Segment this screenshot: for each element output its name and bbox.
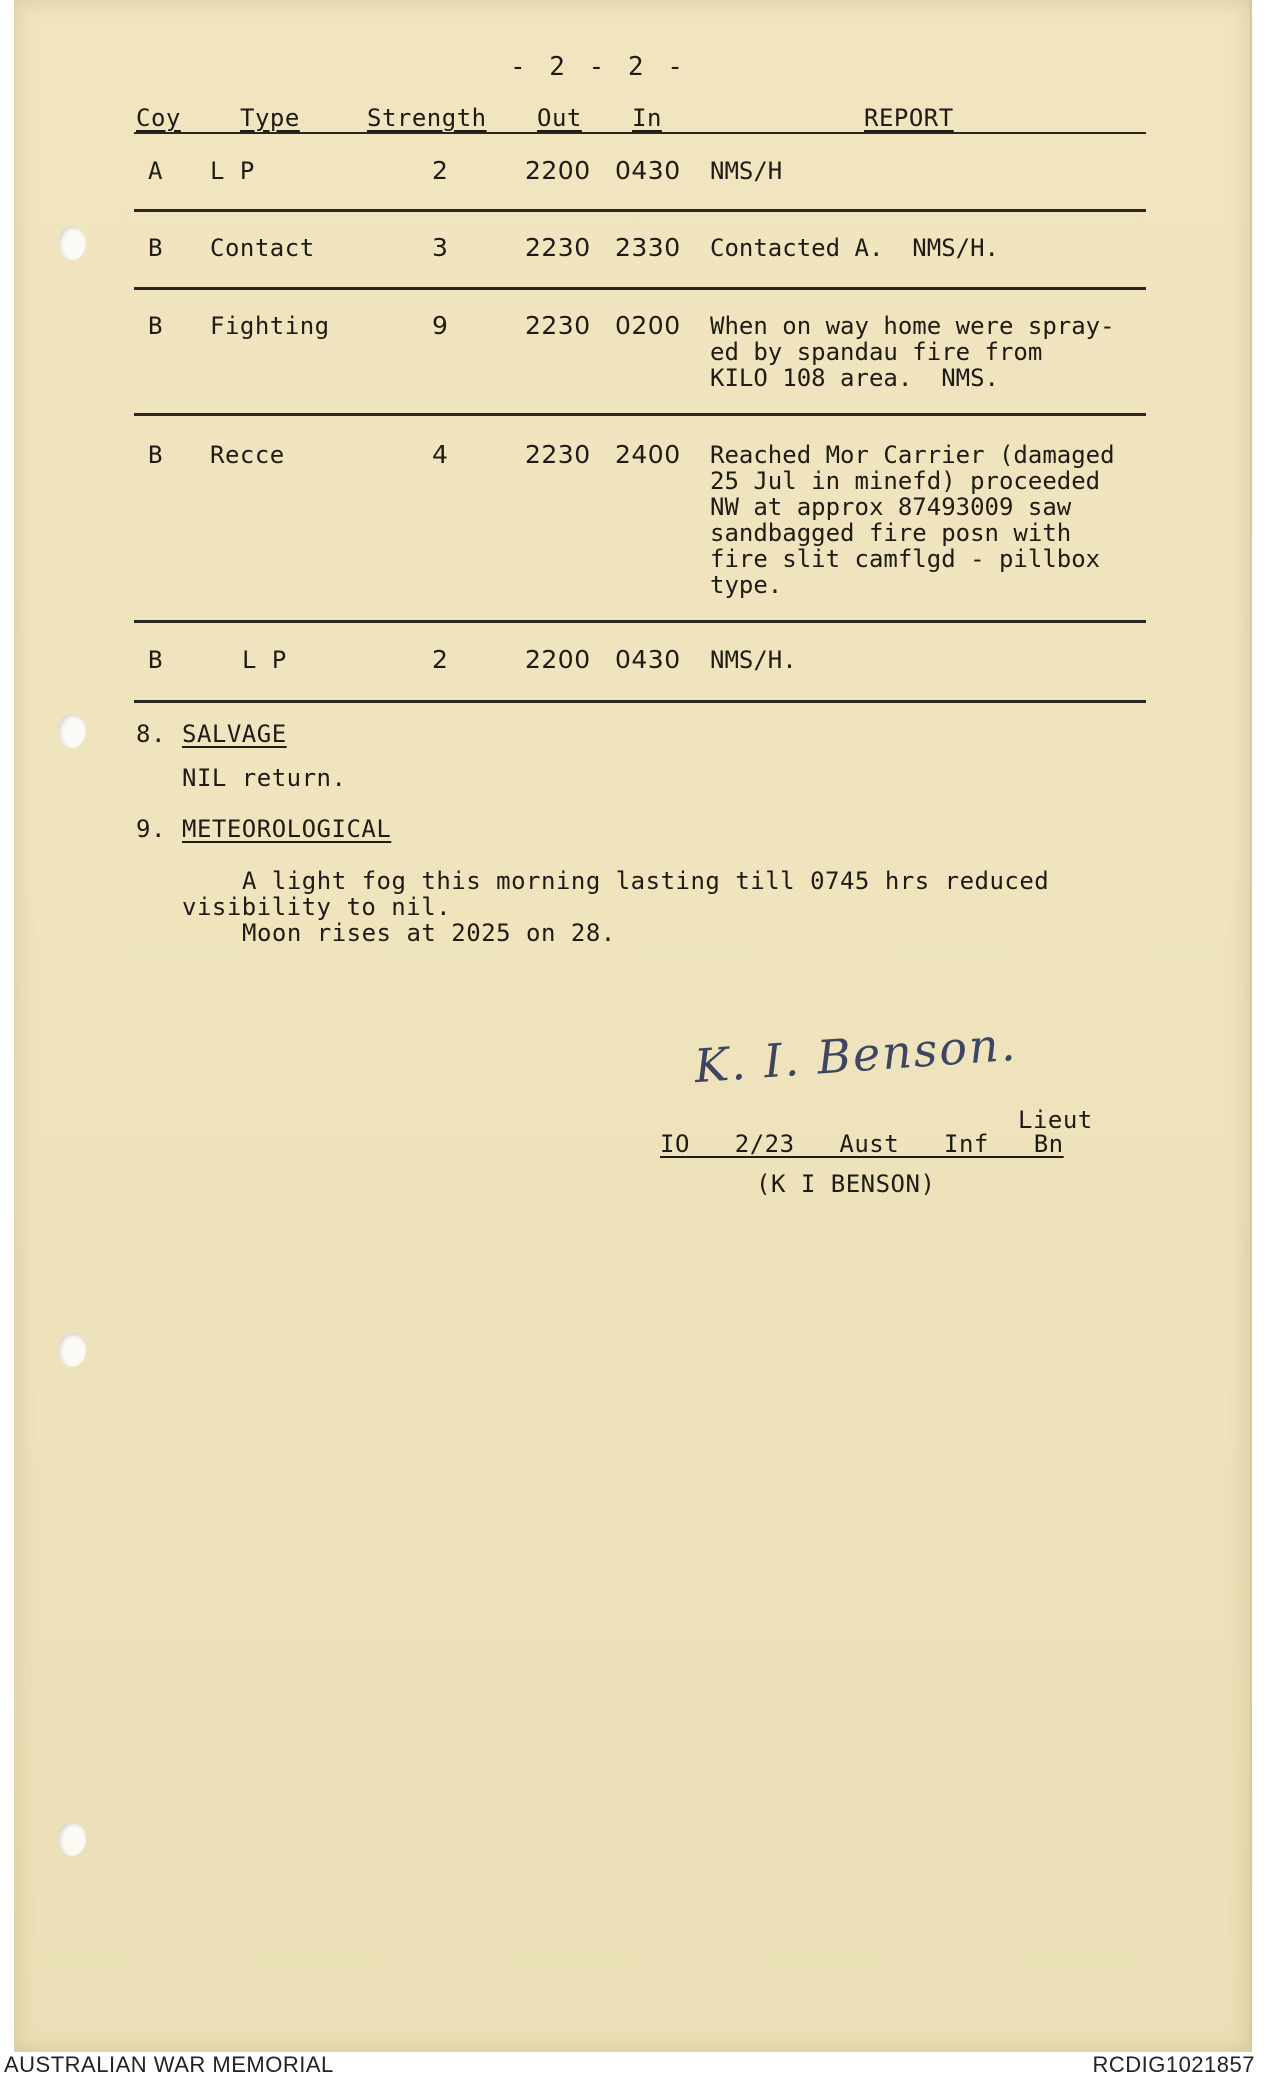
cell-type: L P	[242, 646, 287, 674]
header-type: Type	[240, 104, 300, 132]
cell-report-line: sandbagged fire posn with	[710, 519, 1072, 547]
cell-out: 2230	[525, 233, 591, 262]
cell-in: 2400	[615, 440, 681, 469]
section-number: 8.	[136, 720, 166, 748]
cell-type: Contact	[210, 234, 315, 262]
cell-out: 2200	[525, 645, 591, 674]
row-rule	[134, 700, 1146, 703]
cell-type: Fighting	[210, 312, 330, 340]
cell-report-line: When on way home were spray-	[710, 312, 1115, 340]
meteorological-line: A light fog this morning lasting till 0745 hrs reduced	[242, 867, 1050, 895]
section-heading-meteorological: METEOROLOGICAL	[182, 815, 392, 843]
cell-coy: B	[148, 646, 163, 674]
footer-right: RCDIG1021857	[1092, 2052, 1255, 2077]
cell-strength: 4	[432, 440, 449, 469]
punch-hole	[58, 1333, 86, 1367]
cell-type: Recce	[210, 441, 285, 469]
row-rule	[134, 209, 1146, 212]
cell-report-line: NMS/H.	[710, 646, 797, 674]
header-coy: Coy	[136, 104, 181, 132]
cell-coy: B	[148, 234, 163, 262]
cell-strength: 2	[432, 645, 449, 674]
document-page	[14, 0, 1252, 2052]
cell-report-line: NW at approx 87493009 saw	[710, 493, 1072, 521]
cell-coy: B	[148, 441, 163, 469]
cell-out: 2200	[525, 156, 591, 185]
cell-report-line: Reached Mor Carrier (damaged	[710, 441, 1115, 469]
cell-report-line: KILO 108 area. NMS.	[710, 364, 999, 392]
page-number: - 2 - 2 -	[510, 52, 687, 82]
cell-report-line: 25 Jul in minefd) proceeded	[710, 467, 1101, 495]
cell-report-line: ed by spandau fire from	[710, 338, 1043, 366]
section-heading-salvage: SALVAGE	[182, 720, 287, 748]
header-in: In	[632, 104, 662, 132]
cell-coy: A	[148, 157, 163, 185]
row-rule	[134, 413, 1146, 416]
cell-report-line: NMS/H	[710, 157, 783, 185]
punch-hole	[58, 1822, 86, 1856]
cell-report-line: type.	[710, 571, 783, 599]
header-strength: Strength	[367, 104, 487, 132]
salvage-body: NIL return.	[182, 764, 347, 792]
signature-name: (K I BENSON)	[756, 1170, 936, 1198]
section-number: 9.	[136, 815, 166, 843]
footer-left: AUSTRALIAN WAR MEMORIAL	[4, 2052, 334, 2077]
cell-strength: 3	[432, 233, 449, 262]
meteorological-line: visibility to nil.	[182, 893, 452, 921]
meteorological-line: Moon rises at 2025 on 28.	[242, 919, 616, 947]
cell-in: 0430	[615, 156, 681, 185]
cell-in: 2330	[615, 233, 681, 262]
signature-rank: Lieut	[1018, 1106, 1093, 1134]
cell-out: 2230	[525, 311, 591, 340]
cell-report-line: Contacted A. NMS/H.	[710, 234, 999, 262]
cell-report-line: fire slit camflgd - pillbox	[710, 545, 1101, 573]
punch-hole	[58, 714, 86, 748]
header-rule	[134, 132, 1146, 134]
cell-in: 0200	[615, 311, 681, 340]
row-rule	[134, 620, 1146, 623]
header-out: Out	[537, 104, 582, 132]
signature-unit: IO 2/23 Aust Inf Bn	[660, 1130, 1064, 1158]
header-report: REPORT	[864, 104, 954, 132]
cell-out: 2230	[525, 440, 591, 469]
handwritten-signature: K. I. Benson.	[692, 1016, 1019, 1094]
cell-strength: 2	[432, 156, 449, 185]
cell-type: L P	[210, 157, 255, 185]
row-rule	[134, 287, 1146, 290]
punch-hole	[58, 226, 86, 260]
cell-coy: B	[148, 312, 163, 340]
cell-strength: 9	[432, 311, 449, 340]
cell-in: 0430	[615, 645, 681, 674]
